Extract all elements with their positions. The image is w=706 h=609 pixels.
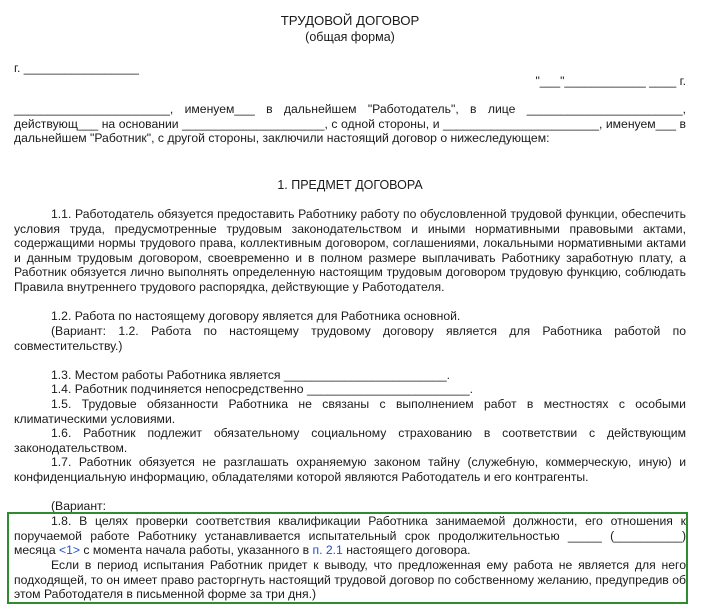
- clause-1-8-text-c: настоящего договора.: [342, 543, 471, 558]
- date-line: "___"____________ ____ г.: [535, 74, 686, 88]
- document-title: ТРУДОВОЙ ДОГОВОР: [280, 13, 420, 28]
- clause-1-7: 1.7. Работник обязуется не разглашать охраняемую законом тайну (служебную, коммерческую, иную) и конфиденциальную информацию, обладателями которой являются Работодатель и его контрагенты.: [14, 455, 686, 484]
- document-subtitle: (общая форма): [305, 30, 395, 44]
- clause-1-2: 1.2. Работа по настоящему договору является для Работника основной.: [51, 309, 461, 323]
- preamble: _______________________, именуем___ в дальнейшем "Работодатель", в лице _______________________, действующ___ на основании _____________________, с одной стороны, и _______________________, именуем___ в дальнейшем "Работник", с другой стороны, заключили настоящий договор о нижеследующем:: [14, 102, 686, 146]
- clause-1-3: 1.3. Местом работы Работника является ________________________.: [51, 368, 450, 382]
- city-line: г. _________________: [14, 61, 139, 75]
- variant-label: (Вариант:: [51, 499, 107, 513]
- clause-1-1: 1.1. Работодатель обязуется предоставить Работнику работу по обусловленной трудовой функции, обеспечить условия труда, предусмотренные трудовым законодательством и иными нормативными правовыми актами, содержащими нормы трудового права, коллективным договором, соглашениями, локальными нормативными актами и данным трудовым договором, своевременно и в полном размере выплачивать Работнику заработную плату, а Работник обязуется лично выполнять определенную настоящим трудовым договором трудовую функцию, соблюдать Правила внутреннего трудового распорядка, действующие у Работодателя.: [14, 207, 686, 294]
- clause-2-1-link[interactable]: п. 2.1: [312, 543, 343, 558]
- clause-1-8: [14, 514, 686, 558]
- clause-1-2-variant: (Вариант: 1.2. Работа по настоящему трудовому договору является для Работника работой по совместительству.): [14, 324, 686, 353]
- footnote-link-1[interactable]: <1>: [59, 543, 81, 558]
- clause-1-6: 1.6. Работник подлежит обязательному социальному страхованию в соответствии с действующим законодательством.: [14, 426, 686, 455]
- clause-1-5: 1.5. Трудовые обязанности Работника не связаны с выполнением работ в местностях с особыми климатическими условиями.: [14, 397, 686, 426]
- section-heading: 1. ПРЕДМЕТ ДОГОВОРА: [277, 178, 423, 192]
- clause-1-8-trial-exit: Если в период испытания Работник придет к выводу, что предложенная ему работа не является для него подходящей, то он имеет право расторгнуть настоящий трудовой договор по собственному желанию, предупредив об этом Работодателя в письменной форме за три дня.): [14, 558, 686, 602]
- clause-1-8-text-a: 1.8. В целях проверки соответствия квалификации Работника занимаемой должности, его отношения к поручаемой работе Работнику устанавливается испытательный срок продолжительностью _____ (__________) месяца: [14, 514, 686, 558]
- clause-1-8-text-b: с момента начала работы, указанного в: [80, 543, 313, 558]
- clause-1-4: 1.4. Работник подчиняется непосредственно ________________________.: [51, 382, 474, 396]
